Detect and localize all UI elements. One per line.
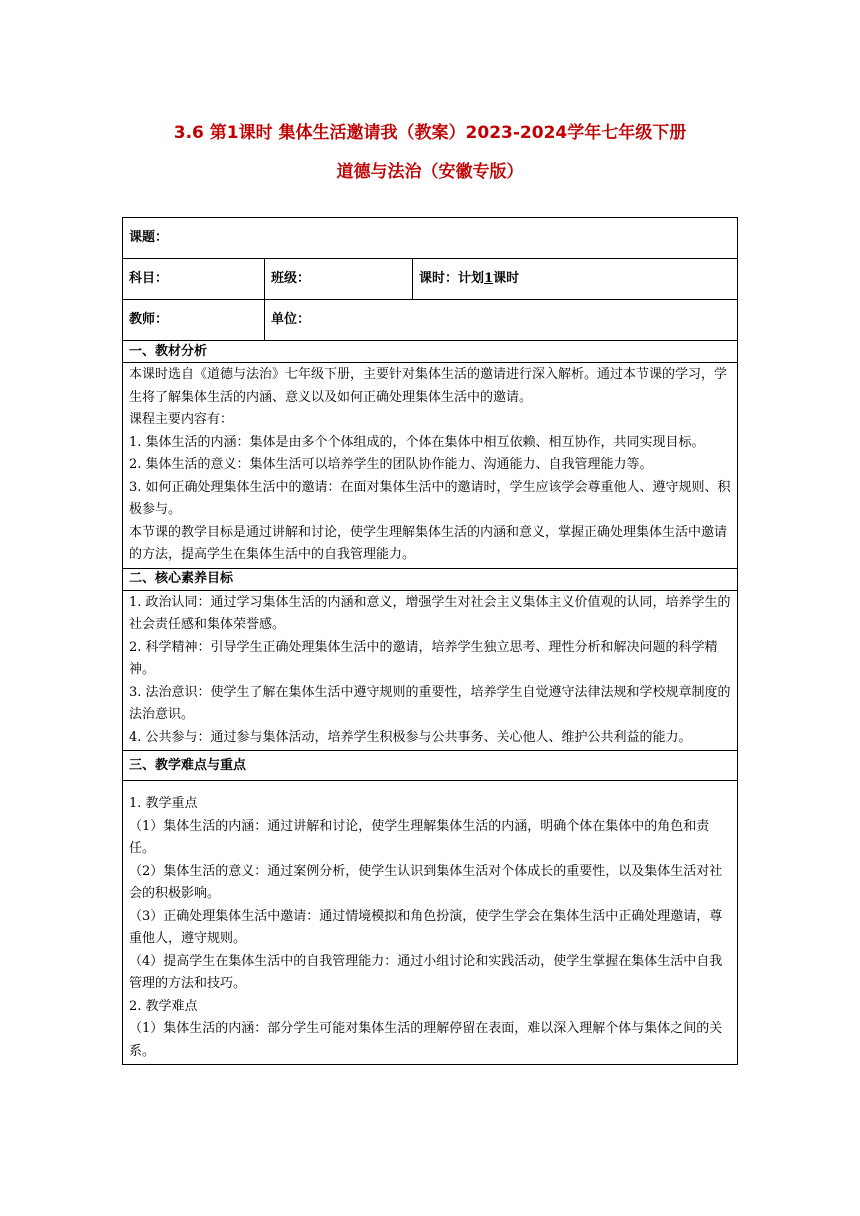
paragraph: 本课时选自《道德与法治》七年级下册，主要针对集体生活的邀请进行深入解析。通过本节课的学习，学生将了解集体生活的内涵、意义以及如何正确处理集体生活中的邀请。 xyxy=(129,367,728,405)
paragraph: 1. 教学重点 xyxy=(129,796,198,811)
section-body-key-difficult-points xyxy=(123,781,738,1065)
paragraph: 3. 法治意识：使学生了解在集体生活中遵守规则的重要性，培养学生自觉遵守法律法规和学校规章制度的法治意识。 xyxy=(129,684,731,722)
section-heading-core-literacy-goals: 二、核心素养目标 xyxy=(123,568,738,590)
paragraph: 4. 公共参与：通过参与集体活动，培养学生积极参与公共事务、关心他人、维护公共利益的能力。 xyxy=(129,729,692,745)
subject-cell xyxy=(123,259,265,300)
paragraph: 3. 如何正确处理集体生活中的邀请：在面对集体生活中的邀请时，学生应该学会尊重他人、遵守规则、积极参与。 xyxy=(129,479,731,517)
subject-label: 科目： xyxy=(129,270,169,286)
period-unit: 课时 xyxy=(493,270,520,286)
teacher-label: 教师： xyxy=(129,311,169,327)
paragraph: （1）集体生活的内涵：部分学生可能对集体生活的理解停留在表面，难以深入理解个体与集体之间的关系。 xyxy=(129,1021,723,1059)
paragraph: 课程主要内容有： xyxy=(129,412,234,427)
paragraph: 本节课的教学目标是通过讲解和讨论，使学生理解集体生活的内涵和意义，掌握正确处理集体生活中邀请的方法，提高学生在集体生活中的自我管理能力。 xyxy=(129,524,728,562)
paragraph: （3）正确处理集体生活中邀请：通过情境模拟和角色扮演，使学生学会在集体生活中正确处理邀请，尊重他人，遵守规则。 xyxy=(129,908,723,946)
teacher-cell xyxy=(123,300,265,341)
period-label: 课时：计划 xyxy=(419,270,485,286)
period-count: 1 xyxy=(484,270,494,286)
paragraph: 1. 集体生活的内涵：集体是由多个个体组成的，个体在集体中相互依赖、相互协作，共同实现目标。 xyxy=(129,434,705,450)
class-cell xyxy=(265,259,413,300)
document-title-line-1: 3.6 第1课时 集体生活邀请我（教案）2023-2024学年七年级下册 xyxy=(173,123,687,143)
document-title-line-2: 道德与法治（安徽专版） xyxy=(336,162,524,182)
topic-label: 课题： xyxy=(129,229,169,245)
section-heading-textbook-analysis: 一、教材分析 xyxy=(123,341,738,363)
class-label: 班级： xyxy=(271,270,311,286)
unit-label: 单位： xyxy=(271,311,311,327)
paragraph: （4）提高学生在集体生活中的自我管理能力：通过小组讨论和实践活动，使学生掌握在集体生活中自我管理的方法和技巧。 xyxy=(129,953,723,991)
topic-cell xyxy=(123,218,738,259)
paragraph: 1. 政治认同：通过学习集体生活的内涵和意义，增强学生对社会主义集体主义价值观的认同，培养学生的社会责任感和集体荣誉感。 xyxy=(129,594,731,632)
paragraph: 2. 科学精神：引导学生正确处理集体生活中的邀请，培养学生独立思考、理性分析和解决问题的科学精神。 xyxy=(129,639,718,677)
lesson-plan-table xyxy=(122,217,737,1065)
paragraph: （1）集体生活的内涵：通过讲解和讨论，使学生理解集体生活的内涵，明确个体在集体中的角色和责任。 xyxy=(129,818,710,856)
section-body-textbook-analysis xyxy=(123,363,738,569)
paragraph: 2. 集体生活的意义：集体生活可以培养学生的团队协作能力、沟通能力、自我管理能力等。 xyxy=(129,457,653,472)
paragraph: 2. 教学难点 xyxy=(129,998,198,1014)
paragraph: （2）集体生活的意义：通过案例分析，使学生认识到集体生活对个体成长的重要性，以及集体生活对社会的积极影响。 xyxy=(129,863,723,901)
unit-cell xyxy=(265,300,738,341)
section-body-core-literacy-goals xyxy=(123,590,738,751)
section-heading-key-difficult-points: 三、教学难点与重点 xyxy=(123,751,738,781)
period-cell xyxy=(413,259,738,300)
